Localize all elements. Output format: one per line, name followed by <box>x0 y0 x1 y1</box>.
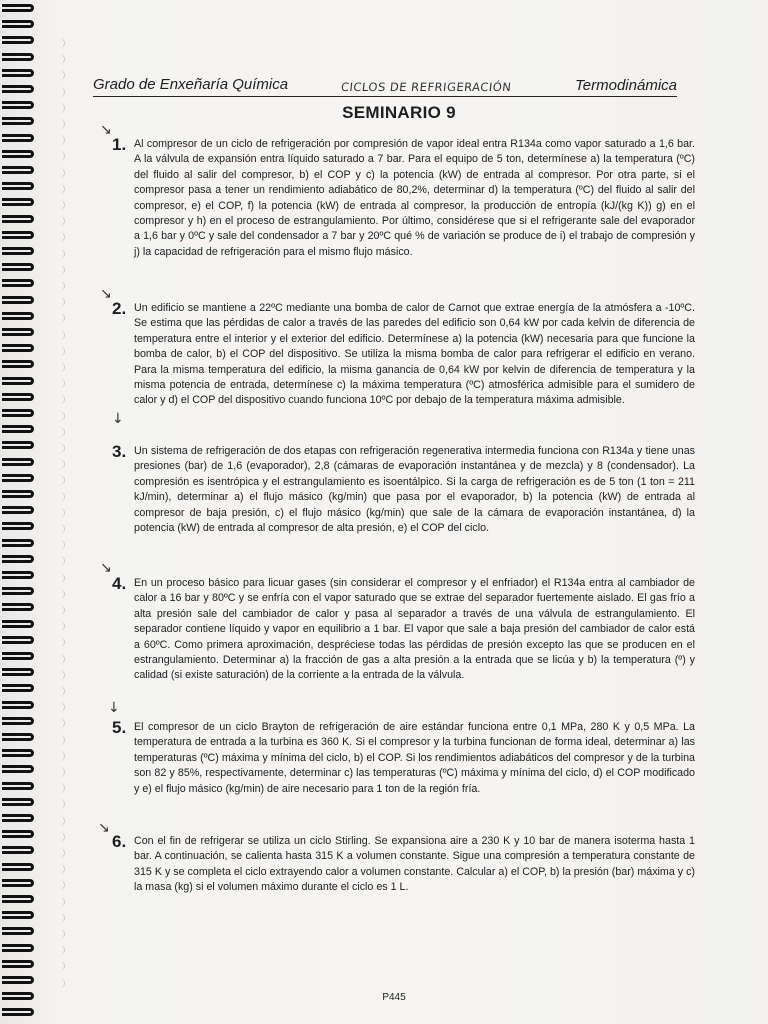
spiral-ring <box>2 960 34 968</box>
spiral-ring <box>2 198 34 206</box>
spiral-ring <box>2 717 34 725</box>
page-hole-marks <box>58 30 68 990</box>
problem-text: Con el fin de refrigerar se utiliza un ciclo Stirling. Se expansiona aire a 230 K y 10 bar de manera isoterma hasta 1 bar. A continuación, se calienta hasta 315 K a volumen constante. Sigue una compresión a temperatura constante de 315 K y se completa el ciclo extrayendo calor a volumen constante. Calcular a) el COP, b) la presión (bar) máxima y c) la masa (kg) si el volumen máximo durante el ciclo es 1 L. <box>134 835 695 894</box>
page-hole-mark <box>58 135 65 145</box>
page-hole-mark <box>58 832 65 842</box>
spiral-ring <box>2 425 34 433</box>
problem-5 <box>112 720 695 820</box>
spiral-ring <box>2 668 34 676</box>
page-hole-mark <box>58 654 65 664</box>
spiral-ring <box>2 20 34 28</box>
spiral-ring <box>2 247 34 255</box>
page-hole-mark <box>58 686 65 696</box>
page-hole-mark <box>58 524 65 534</box>
page-hole-mark <box>58 929 65 939</box>
spiral-ring <box>2 895 34 903</box>
page-hole-mark <box>58 556 65 566</box>
spiral-ring <box>2 296 34 304</box>
spiral-ring <box>2 150 34 158</box>
spiral-ring <box>2 263 34 271</box>
page-hole-mark <box>58 492 65 502</box>
spiral-ring <box>2 377 34 385</box>
page-hole-mark <box>58 378 65 388</box>
page-hole-mark <box>58 313 65 323</box>
spiral-ring <box>2 1008 34 1016</box>
spiral-ring <box>2 69 34 77</box>
page-hole-mark <box>58 783 65 793</box>
spiral-ring <box>2 134 34 142</box>
page-hole-mark <box>58 880 65 890</box>
page-hole-mark <box>58 443 65 453</box>
check-mark-icon: ↓ <box>108 700 120 716</box>
page-hole-mark <box>58 945 65 955</box>
spiral-ring <box>2 522 34 530</box>
page-hole-mark <box>58 54 65 64</box>
page-header <box>93 74 677 97</box>
problem-6 <box>112 834 695 904</box>
spiral-ring <box>2 328 34 336</box>
problem-text: El compresor de un ciclo Brayton de refrigeración de aire estándar funciona entre 0,1 MPa, 280 K y 0,5 MPa. La temperatura de entrada a la turbina es 360 K. Si el compresor y la turbina funcionan de forma ideal, determinar a) las temperaturas (ºC) máxima y mínima del ciclo, b) el COP. Si los rendimientos adiabáticos del compresor y de la turbina son 82 y 85%, respectivamente, determinar c) las temperaturas (ºC) máxima y mínima del ciclo, d) el COP modificado y e) el flujo másico (kg/min) de aire necesario para 1 ton de la región fría. <box>134 721 695 795</box>
spiral-ring <box>2 182 34 190</box>
page-hole-mark <box>58 637 65 647</box>
spiral-ring <box>2 733 34 741</box>
page-hole-mark <box>58 718 65 728</box>
problem-text: En un proceso básico para licuar gases (sin considerar el compresor y el enfriador) el R134a entra al cambiador de calor a 16 bar y 80ºC y se enfría con el vapor saturado que se extrae del separador fuertemente aislado. El gas frío a alta presión sale del cambiador de calor y pasa al separador a través de una válvula de estrangulamiento. El separador contiene líquido y vapor en equilibrio a 1 bar. El vapor que sale a baja presión del cambiador de calor está a 60ºC. Como primera aproximación, despréciese todas las pérdidas de presión excepto las que se producen en el estrangulamiento. Determinar a) la fracción de gas a alta presión a la entrada que se licúa y b) la temperatura (º) y calidad (si existe saturación) de la corriente a la entrada de la válvula. <box>134 577 695 682</box>
page-hole-mark <box>58 427 65 437</box>
page-hole-mark <box>58 249 65 259</box>
header-subject: Termodinámica <box>575 77 677 94</box>
spiral-ring <box>2 4 34 12</box>
page-hole-mark <box>58 411 65 421</box>
page-hole-mark <box>58 605 65 615</box>
spiral-ring <box>2 927 34 935</box>
page-hole-mark <box>58 151 65 161</box>
spiral-ring <box>2 620 34 628</box>
page-hole-mark <box>58 864 65 874</box>
spiral-ring <box>2 765 34 773</box>
spiral-ring <box>2 749 34 757</box>
check-mark-icon: ↘ <box>98 820 110 836</box>
page-hole-mark <box>58 702 65 712</box>
spiral-ring <box>2 490 34 498</box>
spiral-ring <box>2 458 34 466</box>
page-hole-mark <box>58 751 65 761</box>
spiral-ring <box>2 474 34 482</box>
spiral-ring <box>2 360 34 368</box>
page-hole-mark <box>58 265 65 275</box>
arrow-down-icon: ↓ <box>112 411 124 427</box>
spiral-ring <box>2 215 34 223</box>
page-hole-mark <box>58 70 65 80</box>
problem-text: Al compresor de un ciclo de refrigeración por compresión de vapor ideal entra R134a como vapor saturado a 1,6 bar. A la válvula de expansión entra líquido saturado a 7 bar. Para el equipo de 5 ton, determínese a) la temperatura (ºC) del fluido al salir del compresor, b) el COP y c) la potencia (kW) de entrada al compresor. Por otra parte, si el compresor pasa a tener un rendimiento adiabático de 80,2%, determinar d) la temperatura (ºC) del fluido al salir del compresor, e) el COP, f) la potencia (kW) de entrada al compresor, la producción de entropía (kJ/(kg K)) g) en el compresor y h) en el proceso de estrangulamiento. Por último, considérese que si el refrigerante sale del evaporador a 1,6 bar y 0ºC y sale del condensador a 7 bar y 20ºC qué % de variación se produce de i) el trabajo de compresión y j) la capacidad de refrigeración para el mismo flujo másico. <box>134 138 695 258</box>
page-hole-mark <box>58 330 65 340</box>
problem-2 <box>112 301 695 431</box>
page-hole-mark <box>58 848 65 858</box>
spiral-ring <box>2 85 34 93</box>
header-topic-handwritten: CICLOS DE REFRIGERACIÓN <box>340 80 513 94</box>
page-hole-mark <box>58 767 65 777</box>
page-hole-mark <box>58 978 65 988</box>
page-hole-mark <box>58 459 65 469</box>
spiral-ring <box>2 636 34 644</box>
page-footer-code: P445 <box>382 992 406 1003</box>
spiral-ring <box>2 166 34 174</box>
page-hole-mark <box>58 38 65 48</box>
page-hole-mark <box>58 540 65 550</box>
problem-4 <box>112 576 695 706</box>
problem-3 <box>112 444 695 559</box>
page-hole-mark <box>58 362 65 372</box>
page-title: SEMINARIO 9 <box>342 103 456 122</box>
page-hole-mark <box>58 508 65 518</box>
check-mark-icon: ↘ <box>100 122 112 138</box>
page-hole-mark <box>58 589 65 599</box>
spiral-ring <box>2 312 34 320</box>
header-degree: Grado de Enxeñaría Química <box>93 76 289 93</box>
page-hole-mark <box>58 216 65 226</box>
page-hole-mark <box>58 394 65 404</box>
spiral-ring <box>2 782 34 790</box>
page-hole-mark <box>58 913 65 923</box>
spiral-ring <box>2 798 34 806</box>
page-hole-mark <box>58 816 65 826</box>
page-hole-mark <box>58 799 65 809</box>
problem-number: 4. <box>112 574 127 593</box>
problem-number: 5. <box>112 718 127 737</box>
page-hole-mark <box>58 200 65 210</box>
spiral-ring <box>2 944 34 952</box>
spiral-ring <box>2 976 34 984</box>
spiral-ring <box>2 879 34 887</box>
page-hole-mark <box>58 897 65 907</box>
page-hole-mark <box>58 573 65 583</box>
spiral-ring <box>2 603 34 611</box>
spiral-binding <box>0 0 40 1024</box>
problem-number: 3. <box>112 442 127 461</box>
spiral-ring <box>2 36 34 44</box>
spiral-ring <box>2 846 34 854</box>
spiral-ring <box>2 555 34 563</box>
spiral-ring <box>2 830 34 838</box>
page-hole-mark <box>58 670 65 680</box>
spiral-ring <box>2 53 34 61</box>
problem-number: 6. <box>112 832 127 851</box>
page-hole-mark <box>58 281 65 291</box>
problem-text: Un sistema de refrigeración de dos etapas con refrigeración regenerativa intermedia funciona con R134a y tiene unas presiones (bar) de 1,6 (evaporador), 2,8 (cámaras de evaporación instantánea y de mezcla) y 8 (condensador). La compresión es isentrópica y el estrangulamiento es isoentálpico. Si la carga de refrigeración es de 5 ton (1 ton = 211 kJ/min), determinar a) el flujo másico (kg/min) que pasa por el evaporador, b) la potencia (kW) de entrada al compresor de baja presión, c) el flujo másico (kg/min) que sale de la cámara de evaporación instantánea, d) la potencia (kW) de entrada al compresor de alta presión, e) el COP del ciclo. <box>134 445 695 535</box>
spiral-ring <box>2 344 34 352</box>
page-hole-mark <box>58 735 65 745</box>
spiral-ring <box>2 701 34 709</box>
spiral-ring <box>2 231 34 239</box>
page-hole-mark <box>58 87 65 97</box>
check-mark-icon: ↘ <box>100 560 112 576</box>
page-hole-mark <box>58 961 65 971</box>
problem-text: Un edificio se mantiene a 22ºC mediante una bomba de calor de Carnot que extrae energía de la atmósfera a -10ºC. Se estima que las pérdidas de calor a través de las paredes del edificio son 0,64 kW por cada kelvin de diferencia de temperatura entre el interior y el exterior del edificio. Determínese a) la potencia (kW) necesaria para que funcione la bomba de calor, b) el COP del dispositivo. Se utiliza la misma bomba de calor para refrigerar el edificio en verano. Para la misma temperatura del edificio, la misma ganancia de 0,64 kW por kelvin de diferencia de temperatura y la misma potencia de entrada, determínese c) la máxima temperatura (ºC) atmosférica admisible para el sumidero de calor y d) el COP del dispositivo cuando funciona 10ºC por debajo de la temperatura máxima admisible. <box>134 302 695 407</box>
spiral-ring <box>2 506 34 514</box>
spiral-ring <box>2 652 34 660</box>
page-hole-mark <box>58 297 65 307</box>
spiral-ring <box>2 684 34 692</box>
check-mark-icon: ↘ <box>100 286 112 302</box>
page-hole-mark <box>58 232 65 242</box>
page-hole-mark <box>58 168 65 178</box>
spiral-ring <box>2 393 34 401</box>
spiral-ring <box>2 279 34 287</box>
page-hole-mark <box>58 475 65 485</box>
spiral-ring <box>2 571 34 579</box>
problem-number: 1. <box>112 135 127 154</box>
problem-number: 2. <box>112 299 127 318</box>
page-hole-mark <box>58 346 65 356</box>
spiral-ring <box>2 409 34 417</box>
spiral-ring <box>2 587 34 595</box>
spiral-ring <box>2 911 34 919</box>
spiral-ring <box>2 441 34 449</box>
problem-1 <box>112 137 695 277</box>
spiral-ring <box>2 539 34 547</box>
page-hole-mark <box>58 184 65 194</box>
page-hole-mark <box>58 621 65 631</box>
spiral-ring <box>2 863 34 871</box>
spiral-ring <box>2 814 34 822</box>
